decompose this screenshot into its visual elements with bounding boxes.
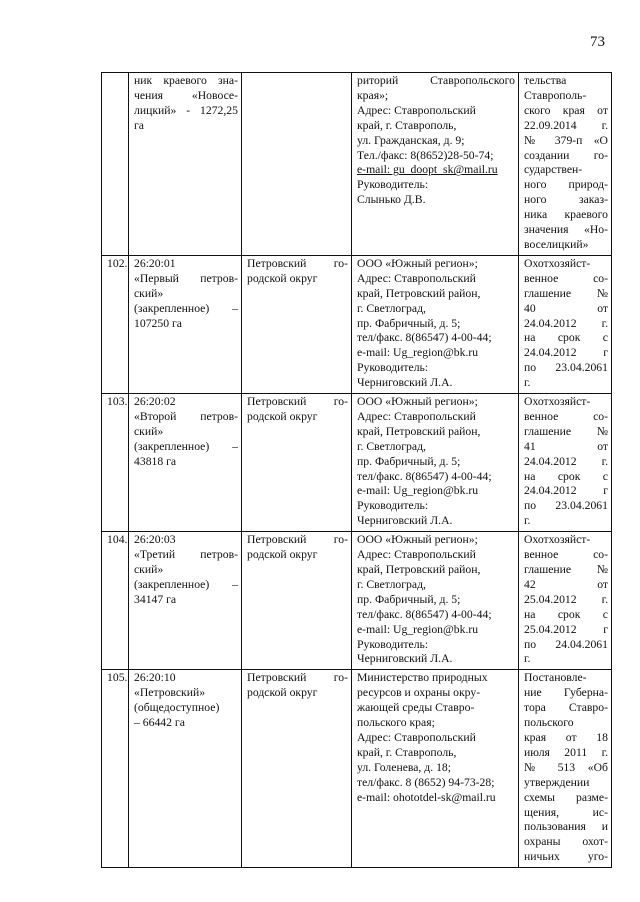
cell-line: 26:20:03 [134, 533, 176, 547]
cell-line: края»; [357, 88, 389, 102]
table-row [102, 394, 612, 532]
cell-line: 41 от [524, 439, 608, 453]
cell-line: 34147 га [134, 592, 177, 606]
legal-basis-cell [519, 670, 612, 868]
cell-line: родской округ [247, 271, 318, 285]
cell-line: № 379-п «О [524, 133, 608, 147]
cell-line: 24.04.2012 г. [524, 454, 608, 468]
cell-line: e-mail: gu_doopt_sk@mail.ru [357, 163, 498, 177]
cell-line: ника краевого [524, 208, 608, 222]
cell-line: тел/факс. 8(86547) 4-00-44; [357, 469, 492, 483]
cell-line: Руководитель: [357, 178, 429, 192]
cell-line: по 23.04.2061 [524, 361, 608, 375]
cell-line: значения «Но- [524, 223, 608, 237]
user-contact-cell [352, 73, 519, 256]
cell-line: край, Петровский район, [357, 563, 481, 576]
cell-line: – 66442 га [134, 716, 185, 730]
cell-line: г. Светлоград, [357, 439, 426, 453]
cell-line: ного заказ- [524, 193, 608, 207]
cell-line: край, г. Ставрополь, [357, 118, 457, 132]
cell-line: тельства [524, 74, 567, 87]
cell-line: г. [524, 652, 531, 666]
cell-line: ского края от [524, 103, 608, 117]
cell-line: ник краевого зна- [134, 74, 238, 87]
cell-line: ООО «Южный регион»; [357, 256, 478, 270]
cell-line: Петровский го- [247, 256, 348, 270]
cell-line: e-mail: ohototdel-sk@mail.ru [357, 790, 496, 804]
cell-line: на срок с [524, 607, 608, 621]
cell-line: Адрес: Ставропольский [357, 548, 476, 562]
cell-line: ничьих уго- [524, 850, 608, 864]
cell-line: тора Ставро- [524, 701, 608, 715]
cell-line: родской округ [247, 409, 318, 423]
cell-line: схемы разме- [524, 790, 608, 804]
cell-line: ский» [134, 563, 164, 576]
cell-line: воселицкий» [524, 237, 589, 251]
cell-line: создании го- [524, 148, 608, 162]
location-cell [242, 532, 352, 670]
cell-line: тел/факс. 8(86547) 4-00-44; [357, 607, 492, 621]
cell-line: Адрес: Ставропольский [357, 103, 476, 117]
cell-line: e-mail: Ug_region@bk.ru [357, 346, 479, 360]
cell-line: по 24.04.2061 [524, 637, 608, 651]
cell-line: край, Петровский район, [357, 286, 481, 300]
cell-line: венное со- [524, 409, 608, 423]
cell-line: Петровский го- [247, 395, 348, 409]
cell-line: «Первый петров- [134, 271, 238, 285]
cell-line: тел/факс. 8(86547) 4-00-44; [357, 331, 492, 345]
cell-line: Адрес: Ставропольский [357, 409, 476, 423]
cell-line: ул. Гражданская, д. 9; [357, 133, 465, 147]
cell-line: № 513 «Об [524, 760, 608, 774]
cell-line: Черниговский Л.А. [357, 514, 453, 528]
cell-line: родской округ [247, 548, 318, 562]
cell-line: Черниговский Л.А. [357, 376, 453, 390]
location-cell [242, 670, 352, 868]
cell-line: Петровский го- [247, 671, 348, 685]
cell-line: польского [524, 716, 574, 730]
cell-line: ресурсов и охраны окру- [357, 686, 481, 700]
cell-line: 26:20:01 [134, 256, 176, 270]
cell-line: 22.09.2014 г. [524, 118, 608, 132]
cell-line: ский» [134, 424, 164, 438]
cell-line: га [134, 118, 144, 132]
cell-line: «Петровский» [134, 686, 206, 700]
cell-line: 25.04.2012 г. [524, 592, 608, 606]
hunting-ground-name-cell [129, 73, 242, 256]
cell-line: Петровский го- [247, 533, 348, 547]
cell-line: 26:20:02 [134, 395, 176, 409]
hunting-ground-name-cell [129, 670, 242, 868]
row-number-cell [102, 73, 129, 256]
cell-line: Руководитель: [357, 361, 429, 375]
page-number: 73 [590, 34, 605, 50]
cell-line: «Третий петров- [134, 548, 238, 562]
cell-line: e-mail: Ug_region@bk.ru [357, 484, 479, 498]
location-cell [242, 73, 352, 256]
cell-line: ООО «Южный регион»; [357, 395, 478, 409]
cell-line: родской округ [247, 686, 318, 700]
cell-line: по 23.04.2061 [524, 499, 608, 513]
cell-line: венное со- [524, 271, 608, 285]
location-cell [242, 255, 352, 393]
cell-line: г. [524, 514, 531, 528]
cell-line: ние Губерна- [524, 686, 608, 700]
hunting-grounds-table [101, 72, 612, 868]
legal-basis-cell [519, 255, 612, 393]
cell-line: «Второй петров- [134, 409, 238, 423]
cell-line: сударствен- [524, 163, 583, 177]
row-number-cell: 105. [102, 670, 129, 868]
cell-line: край, Петровский район, [357, 424, 481, 438]
cell-line: край, г. Ставрополь, [357, 745, 457, 759]
hunting-ground-name-cell [129, 255, 242, 393]
cell-line: ул. Голенева, д. 18; [357, 760, 452, 774]
table-row [102, 255, 612, 393]
cell-line: Адрес: Ставропольский [357, 271, 476, 285]
cell-line: июля 2011 г. [524, 745, 608, 759]
cell-line: Министерство природных [357, 671, 488, 685]
cell-line: лицкий» - 1272,25 [134, 103, 238, 117]
row-number-cell: 104. [102, 532, 129, 670]
cell-line: Руководитель: [357, 499, 429, 513]
location-cell [242, 394, 352, 532]
cell-line: Ставрополь- [524, 88, 587, 102]
cell-line: риторий Ставропольского [357, 74, 515, 87]
cell-line: глашение № [524, 424, 608, 438]
cell-line: пр. Фабричный, д. 5; [357, 454, 461, 468]
cell-line: г. Светлоград, [357, 301, 426, 315]
cell-line: венное со- [524, 548, 608, 562]
cell-line: Адрес: Ставропольский [357, 730, 476, 744]
table-row [102, 532, 612, 670]
cell-line: глашение № [524, 286, 608, 300]
cell-line: Охотхозяйст- [524, 395, 591, 409]
user-contact-cell [352, 670, 519, 868]
cell-line: (общедоступное) [134, 701, 220, 715]
cell-line: 42 от [524, 577, 608, 591]
legal-basis-cell [519, 532, 612, 670]
cell-line: 40 от [524, 301, 608, 315]
hunting-ground-name-cell [129, 394, 242, 532]
cell-line: Постановле- [524, 671, 587, 685]
legal-basis-cell [519, 394, 612, 532]
cell-line: e-mail: Ug_region@bk.ru [357, 622, 479, 636]
user-contact-cell [352, 394, 519, 532]
cell-line: края от 18 [524, 730, 608, 744]
cell-line: пр. Фабричный, д. 5; [357, 316, 461, 330]
cell-line: Слынько Д.В. [357, 193, 426, 207]
cell-line: пр. Фабричный, д. 5; [357, 592, 461, 606]
cell-line: Охотхозяйст- [524, 256, 591, 270]
cell-line: на срок с [524, 331, 608, 345]
cell-line: охраны охот- [524, 835, 608, 849]
cell-line: (закрепленное) – [134, 439, 238, 453]
cell-line: 25.04.2012 г [524, 622, 608, 636]
cell-line: г. [524, 376, 531, 390]
cell-line: г. Светлоград, [357, 577, 426, 591]
table-row [102, 670, 612, 868]
cell-line: тел/факс. 8 (8652) 94-73-28; [357, 775, 495, 789]
cell-line: Черниговский Л.А. [357, 652, 453, 666]
cell-line: пользования и [524, 820, 608, 834]
cell-line: жающей среды Ставро- [357, 701, 475, 715]
user-contact-cell [352, 532, 519, 670]
cell-line: щения, ис- [524, 805, 608, 819]
cell-line: 24.04.2012 г [524, 484, 608, 498]
cell-line: (закрепленное) – [134, 577, 238, 591]
hunting-ground-name-cell [129, 532, 242, 670]
user-contact-cell [352, 255, 519, 393]
legal-basis-cell [519, 73, 612, 256]
cell-line: ский» [134, 286, 164, 300]
cell-line: 43818 га [134, 454, 177, 468]
cell-line: ного природ- [524, 178, 608, 192]
cell-line: 24.04.2012 г. [524, 316, 608, 330]
row-number-cell: 102. [102, 255, 129, 393]
table-row [102, 73, 612, 256]
cell-line: глашение № [524, 563, 608, 576]
cell-line: Охотхозяйст- [524, 533, 591, 547]
cell-line: ООО «Южный регион»; [357, 533, 478, 547]
cell-line: Руководитель: [357, 637, 429, 651]
cell-line: чения «Новосе- [134, 88, 238, 102]
cell-line: на срок с [524, 469, 608, 483]
cell-line: польского края; [357, 716, 435, 730]
table-body [102, 73, 612, 868]
cell-line: утверждении [524, 775, 590, 789]
cell-line: Тел./факс: 8(8652)28-50-74; [357, 148, 494, 162]
cell-line: (закрепленное) – [134, 301, 238, 315]
cell-line: 24.04.2012 г [524, 346, 608, 360]
row-number-cell: 103. [102, 394, 129, 532]
cell-line: 107250 га [134, 316, 182, 330]
cell-line: 26:20:10 [134, 671, 176, 685]
